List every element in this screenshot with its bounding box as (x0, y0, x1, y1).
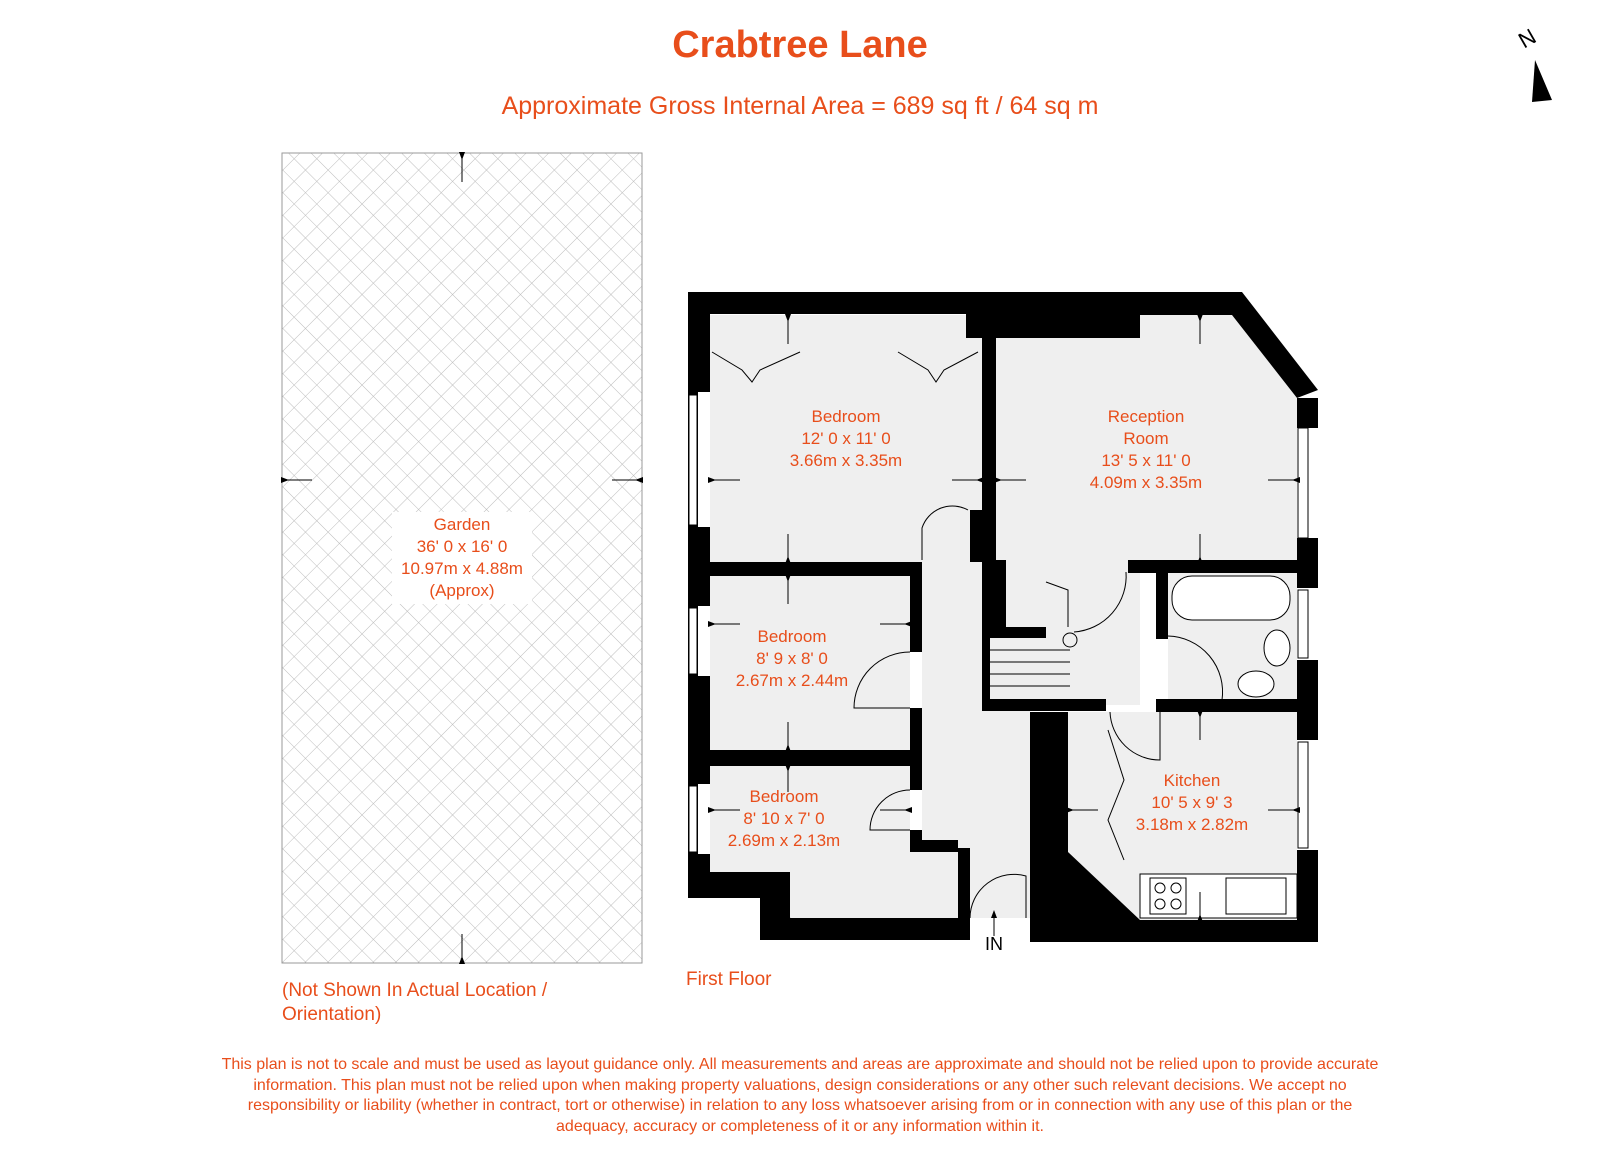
bathroom-west-wall (1156, 573, 1168, 639)
kitchen-metric: 3.18m x 2.82m (1135, 815, 1249, 834)
garden-note-line1: (Not Shown In Actual Location / (282, 980, 548, 1001)
toilet-icon (1238, 671, 1274, 697)
entrance-label: IN (985, 934, 1003, 954)
hob-icon (1150, 878, 1186, 914)
garden-name: Garden (433, 515, 491, 534)
bedroom3-name: Bedroom (749, 787, 819, 806)
washbasin-icon (1264, 630, 1290, 666)
floor-label: First Floor (686, 969, 772, 990)
east-wall-reception (1297, 538, 1318, 588)
bedroom1-imperial: 12' 0 x 11' 0 (801, 429, 891, 448)
bedroom1-bedroom2-wall (710, 562, 922, 576)
first-floor-plan (688, 292, 1318, 954)
reception-south-wall-right (1128, 560, 1318, 573)
bedroom1-metric: 3.66m x 3.35m (789, 451, 903, 470)
garden-metric: 10.97m x 4.88m (401, 559, 523, 578)
east-wall-bath (1297, 398, 1318, 428)
stairs-west-wall (982, 638, 990, 699)
north-arrow-icon (1532, 60, 1552, 102)
compass (1514, 24, 1552, 102)
plan-title: Crabtree Lane (672, 24, 928, 66)
bedroom3-notch-wall (910, 840, 958, 852)
bedroom1-hall-wall (970, 510, 982, 562)
south-wall-kitchen (1030, 920, 1318, 942)
garden-approx: (Approx) (429, 581, 495, 600)
bathtub-icon (1172, 576, 1290, 620)
hall-landing-wall (982, 699, 1106, 711)
west-wall-mid (688, 527, 710, 606)
compass-north-letter: N (1514, 23, 1541, 54)
kitchen-fixtures (1140, 874, 1297, 918)
garden-area (282, 153, 642, 963)
east-wall-kitchen (1297, 660, 1318, 740)
sink-icon (1226, 878, 1286, 914)
stairs-floor (990, 637, 1070, 699)
area-subtitle: Approximate Gross Internal Area = 689 sq ft / 64 sq m (501, 92, 1099, 120)
window-bedroom2 (689, 608, 697, 674)
cupboard-floor (1006, 575, 1068, 627)
west-wall-low (688, 676, 710, 784)
reception-name-line1: Reception (1107, 407, 1185, 426)
bathroom-south-wall (1156, 699, 1318, 712)
window-reception (1298, 428, 1308, 538)
reception-metric: 4.09m x 3.35m (1089, 473, 1203, 492)
window-bedroom3 (689, 786, 697, 852)
garden-note (282, 979, 547, 1027)
kitchen-name: Kitchen (1163, 771, 1221, 790)
bedroom2-bedroom3-wall (710, 750, 922, 766)
reception-name-line2: Room (1123, 429, 1169, 448)
bedroom3-east-wall (910, 766, 922, 790)
cupboard-west-wall (982, 574, 1006, 638)
reception-south-wall-left (982, 560, 1006, 574)
bedroom1-name: Bedroom (811, 407, 881, 426)
bedroom2-imperial: 8' 9 x 8' 0 (756, 649, 828, 668)
disclaimer-text: This plan is not to scale and must be used as layout guidance only. All measurements and areas are approximate and should not be relied upon to provide accurate information. This plan must not be relied upon when making property valuations, design considerations or any other such relevant decisions. We accept no responsibility or liability (whether in contract, tort or otherwise) in relation to any loss whatsoever arising from or in connection with any use of this plan or the adequacy, accuracy or completeness of it or any information within it. (221, 1056, 1379, 1135)
window-bathroom (1298, 590, 1308, 658)
cupboard-south-wall (1006, 627, 1046, 638)
bedroom2-metric: 2.67m x 2.44m (735, 671, 849, 690)
garden-note-line2: Orientation) (282, 1004, 382, 1025)
bedroom2-name: Bedroom (757, 627, 827, 646)
reception-imperial: 13' 5 x 11' 0 (1101, 451, 1191, 470)
garden-imperial: 36' 0 x 16' 0 (416, 537, 508, 556)
window-bedroom1 (689, 395, 697, 525)
bedroom2-east-wall (910, 576, 922, 652)
kitchen-imperial: 10' 5 x 9' 3 (1151, 793, 1233, 812)
bedroom3-imperial: 8' 10 x 7' 0 (743, 809, 825, 828)
bedroom2-east-wall-low (910, 708, 922, 750)
window-kitchen (1298, 742, 1308, 848)
bedroom3-metric: 2.69m x 2.13m (727, 831, 841, 850)
